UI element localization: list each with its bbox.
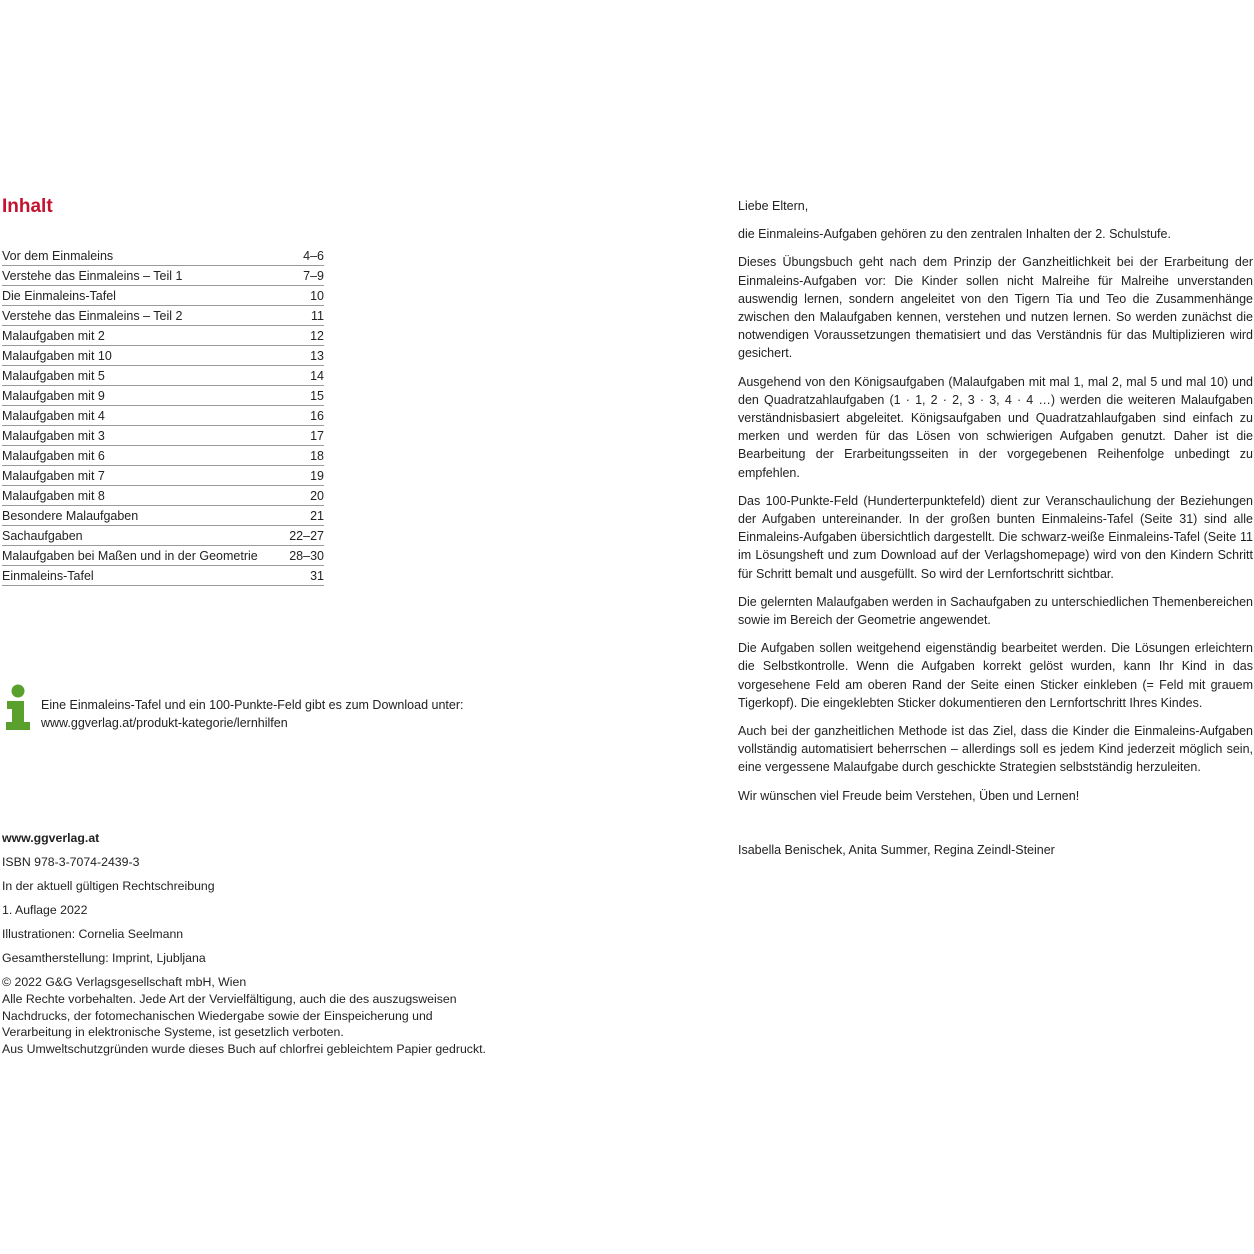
toc-label: Malaufgaben mit 2 [2, 328, 105, 343]
toc-label: Malaufgaben mit 7 [2, 468, 105, 483]
download-note [41, 696, 463, 732]
toc-row [2, 446, 324, 466]
toc-label: Malaufgaben mit 3 [2, 428, 105, 443]
toc-label: Malaufgaben mit 4 [2, 408, 105, 423]
illustrations-credit: Illustrationen: Cornelia Seelmann [2, 927, 184, 941]
toc-label: Verstehe das Einmaleins – Teil 2 [2, 308, 183, 323]
imprint [2, 830, 562, 1058]
download-link[interactable]: www.ggverlag.at/produkt-kategorie/lernhilfen [41, 716, 288, 730]
toc-label: Malaufgaben mit 9 [2, 388, 105, 403]
letter-paragraph: Ausgehend von den Königsaufgaben (Malaufgaben mit mal 1, mal 2, mal 5 und mal 10) und den Quadratzahlaufgaben (1 · 1, 2 · 2, 3 · 3, 4 · 4 …) werden die weiteren Malaufgaben verständnisbasiert abgeleitet. Königsaufgaben und Quadratzahlaufgaben sind einfach zu merken und werden für das Lösen von schwierigen Aufgaben genutzt. Daher ist die Bearbeitung der Erarbeitungsseiten in der vorgegebenen Reihenfolge unbedingt zu empfehlen. [738, 374, 1253, 480]
toc-row [2, 366, 324, 386]
letter-paragraph: Die gelernten Malaufgaben werden in Sachaufgaben zu unterschiedlichen Themenbereichen sowie im Bereich der Geometrie angewendet. [738, 594, 1253, 628]
toc-label: Sachaufgaben [2, 528, 83, 543]
letter-paragraph: Dieses Übungsbuch geht nach dem Prinzip der Ganzheitlichkeit bei der Erarbeitung der Einmaleins-Aufgaben vor: Die Kinder sollen nicht Malreihe für Malreihe unverstanden auswendig lernen, sondern angeleitet von den Tigern Tia und Teo die Zusammenhänge zwischen den Malaufgaben kennen, verstehen und nutzen lernen. So werden zunächst die notwendigen Voraussetzungen thematisiert und das Verständnis für das Multiplizieren wird gesichert. [738, 255, 1253, 361]
toc-pages: 7–9 [303, 268, 324, 283]
toc-row [2, 326, 324, 346]
rights-line: Alle Rechte vorbehalten. Jede Art der Vervielfältigung, auch die des auszugsweisen [2, 991, 457, 1006]
table-of-contents [2, 246, 324, 586]
toc-pages: 14 [310, 368, 324, 383]
toc-label: Einmaleins-Tafel [2, 568, 94, 583]
toc-row [2, 566, 324, 586]
production-credit: Gesamtherstellung: Imprint, Ljubljana [2, 951, 206, 965]
rights-line: Nachdrucks, der fotomechanischen Wiedergabe sowie der Einspeicherung und [2, 1008, 433, 1023]
toc-label: Malaufgaben bei Maßen und in der Geometrie [2, 548, 258, 563]
toc-pages: 31 [310, 568, 324, 583]
toc-pages: 21 [310, 508, 324, 523]
environment-note: Aus Umweltschutzgründen wurde dieses Buch auf chlorfrei gebleichtem Papier gedruckt. [2, 1042, 486, 1057]
letter-paragraph: Auch bei der ganzheitlichen Methode ist das Ziel, dass die Kinder die Einmaleins-Aufgaben vollständig automatisiert beherrschen – allerdings soll es jedem Kind jederzeit möglich sein, eine vergessene Malaufgabe durch geschickte Strategien selbstständig herzuleiten. [738, 724, 1253, 775]
toc-row [2, 526, 324, 546]
download-note-text: Eine Einmaleins-Tafel und ein 100-Punkte-Feld gibt es zum Download unter: [41, 698, 464, 712]
toc-pages: 17 [310, 428, 324, 443]
copyright: © 2022 G&G Verlagsgesellschaft mbH, Wien [2, 975, 247, 989]
toc-row [2, 306, 324, 326]
letter-paragraph: Das 100-Punkte-Feld (Hunderterpunktefeld) dient zur Veranschaulichung der Beziehungen der Aufgaben untereinander. In der großen bunten Einmaleins-Tafel (Seite 31) sind alle Einmaleins-Aufgaben übersichtlich dargestellt. Die schwarz-weiße Einmaleins-Tafel (Seite 11 im Lösungsheft und zum Download auf der Verlagshomepage) wird von den Kindern Schritt für Schritt bemalt und ausgefüllt. So wird der Lernfortschritt sichtbar. [738, 493, 1253, 581]
toc-row [2, 486, 324, 506]
toc-row [2, 406, 324, 426]
toc-row [2, 466, 324, 486]
toc-row [2, 506, 324, 526]
letter-greeting: Liebe Eltern, [738, 199, 809, 213]
toc-pages: 16 [310, 408, 324, 423]
toc-label: Malaufgaben mit 6 [2, 448, 105, 463]
toc-row [2, 426, 324, 446]
toc-pages: 10 [310, 288, 324, 303]
toc-label: Die Einmaleins-Tafel [2, 288, 116, 303]
toc-pages: 12 [310, 328, 324, 343]
toc-label: Malaufgaben mit 5 [2, 368, 105, 383]
letter-paragraph: Die Aufgaben sollen weitgehend eigenständig bearbeitet werden. Die Lösungen erleichtern die Selbstkontrolle. Wenn die Aufgaben korrekt gelöst wurden, kann Ihr Kind in das vorgesehene Feld am oberen Rand der Seite einen Sticker einkleben (= Feld mit grauem Tigerkopf). Die eingeklebten Sticker dokumentieren den Lernfortschritt Ihres Kindes. [738, 641, 1253, 710]
toc-row [2, 386, 324, 406]
toc-pages: 11 [311, 308, 324, 323]
parents-letter [738, 197, 1253, 815]
letter-paragraph: die Einmaleins-Aufgaben gehören zu den zentralen Inhalten der 2. Schulstufe. [738, 227, 1171, 242]
toc-pages: 19 [310, 468, 324, 483]
toc-pages: 22–27 [289, 528, 324, 543]
toc-row [2, 346, 324, 366]
toc-row [2, 546, 324, 566]
toc-pages: 4–6 [303, 248, 324, 263]
info-icon [4, 684, 32, 730]
toc-pages: 18 [310, 448, 324, 463]
isbn: ISBN 978-3-7074-2439-3 [2, 855, 140, 869]
spelling-note: In der aktuell gültigen Rechtschreibung [2, 879, 215, 893]
toc-label: Verstehe das Einmaleins – Teil 1 [2, 268, 183, 283]
toc-label: Malaufgaben mit 10 [2, 348, 112, 363]
edition: 1. Auflage 2022 [2, 903, 88, 917]
toc-pages: 13 [310, 348, 324, 363]
letter-closing: Wir wünschen viel Freude beim Verstehen, Üben und Lernen! [738, 788, 1080, 803]
toc-pages: 20 [310, 488, 324, 503]
rights-line: Verarbeitung in elektronische Systeme, ist gesetzlich verboten. [2, 1025, 344, 1040]
toc-row [2, 246, 324, 266]
authors-signature: Isabella Benischek, Anita Summer, Regina Zeindl-Steiner [738, 843, 1055, 857]
toc-label: Vor dem Einmaleins [2, 248, 114, 263]
toc-pages: 28–30 [289, 548, 324, 563]
toc-label: Malaufgaben mit 8 [2, 488, 105, 503]
publisher-website[interactable]: www.ggverlag.at [2, 831, 100, 845]
toc-row [2, 266, 324, 286]
toc-title: Inhalt [2, 196, 53, 217]
toc-label: Besondere Malaufgaben [2, 508, 139, 523]
toc-pages: 15 [310, 388, 324, 403]
toc-row [2, 286, 324, 306]
